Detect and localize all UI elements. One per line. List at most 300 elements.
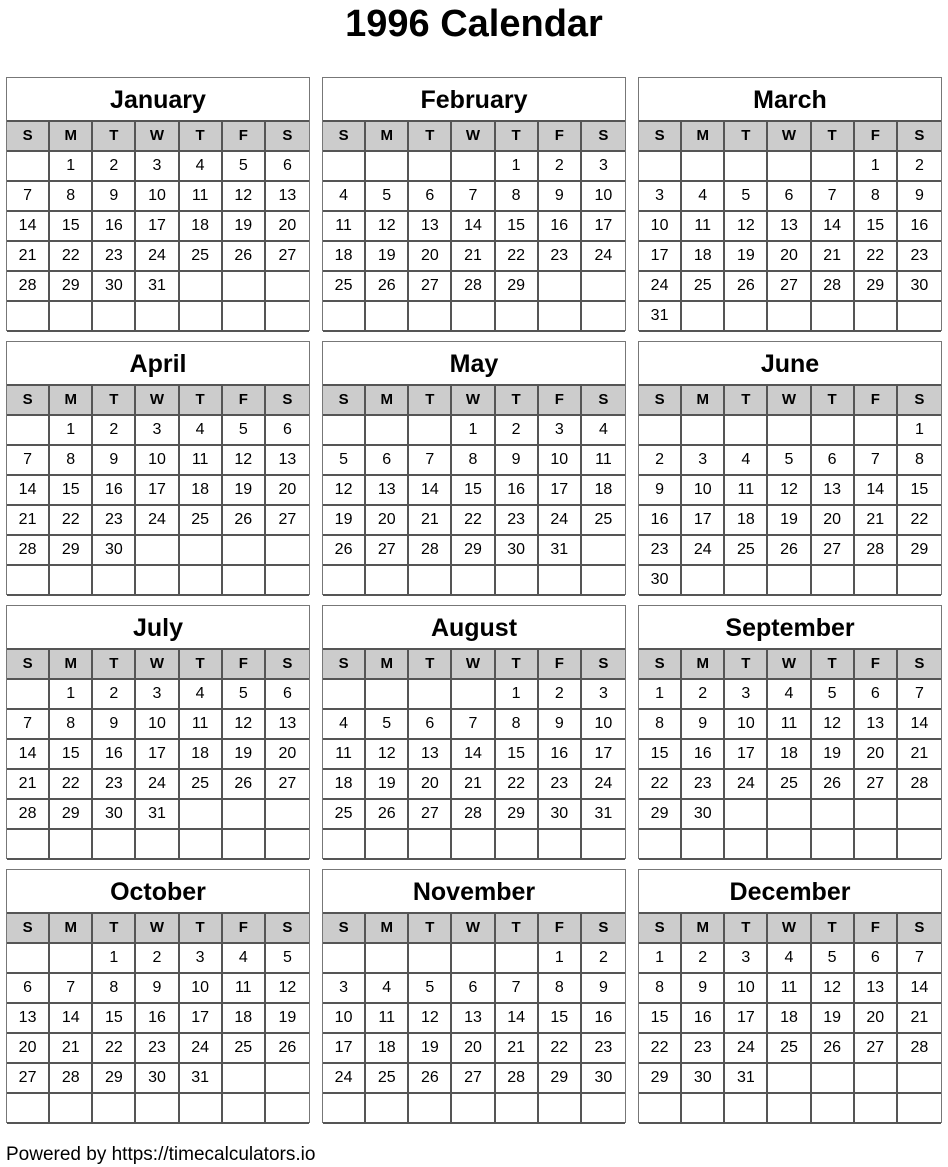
day-cell: 19 — [366, 242, 409, 272]
day-cell: 14 — [409, 476, 452, 506]
day-cell: 2 — [682, 680, 725, 710]
day-cell: 8 — [50, 710, 93, 740]
weekday-header: S — [266, 914, 309, 944]
day-cell: 3 — [136, 416, 179, 446]
weekday-header: M — [682, 914, 725, 944]
day-cell: 22 — [496, 770, 539, 800]
weekday-header: S — [639, 914, 682, 944]
day-cell: 12 — [223, 710, 266, 740]
day-cell: 28 — [7, 536, 50, 566]
day-cell: 20 — [266, 740, 309, 770]
day-cell: 22 — [898, 506, 941, 536]
day-cell: 18 — [366, 1034, 409, 1064]
empty-day-cell — [180, 302, 223, 332]
month-day-grid — [7, 384, 309, 596]
day-cell: 10 — [682, 476, 725, 506]
day-cell: 25 — [323, 800, 366, 830]
month-day-grid — [323, 912, 625, 1124]
day-cell: 7 — [50, 974, 93, 1004]
empty-day-cell — [539, 830, 582, 860]
day-cell: 1 — [50, 416, 93, 446]
day-cell: 25 — [768, 770, 811, 800]
day-cell: 3 — [180, 944, 223, 974]
day-cell: 25 — [323, 272, 366, 302]
weekday-header: M — [366, 650, 409, 680]
day-cell: 2 — [93, 152, 136, 182]
day-cell: 5 — [223, 680, 266, 710]
day-cell: 5 — [812, 944, 855, 974]
day-cell: 24 — [180, 1034, 223, 1064]
month-day-grid — [7, 648, 309, 860]
day-cell: 2 — [93, 416, 136, 446]
day-cell: 21 — [496, 1034, 539, 1064]
weekday-header: T — [180, 386, 223, 416]
weekday-header: S — [898, 122, 941, 152]
day-cell: 25 — [180, 242, 223, 272]
weekday-header: F — [855, 122, 898, 152]
day-cell: 5 — [223, 152, 266, 182]
day-cell: 5 — [366, 182, 409, 212]
day-cell: 3 — [682, 446, 725, 476]
empty-day-cell — [323, 1094, 366, 1124]
empty-day-cell — [7, 566, 50, 596]
empty-day-cell — [7, 1094, 50, 1124]
day-cell: 21 — [855, 506, 898, 536]
day-cell: 23 — [682, 1034, 725, 1064]
day-cell: 17 — [582, 212, 625, 242]
day-cell: 2 — [682, 944, 725, 974]
day-cell: 31 — [180, 1064, 223, 1094]
empty-day-cell — [812, 800, 855, 830]
weekday-header: T — [180, 650, 223, 680]
weekday-header: S — [266, 650, 309, 680]
day-cell: 21 — [812, 242, 855, 272]
empty-day-cell — [539, 302, 582, 332]
weekday-header: W — [452, 386, 495, 416]
empty-day-cell — [812, 416, 855, 446]
day-cell: 14 — [898, 710, 941, 740]
day-cell: 12 — [725, 212, 768, 242]
day-cell: 12 — [812, 710, 855, 740]
day-cell: 15 — [50, 476, 93, 506]
month-name: February — [420, 86, 528, 114]
empty-day-cell — [180, 830, 223, 860]
day-cell: 8 — [50, 446, 93, 476]
weekday-header: F — [539, 650, 582, 680]
day-cell: 28 — [7, 272, 50, 302]
day-cell: 10 — [725, 710, 768, 740]
empty-day-cell — [93, 830, 136, 860]
month-day-grid — [323, 120, 625, 332]
day-cell: 2 — [539, 152, 582, 182]
day-cell: 16 — [639, 506, 682, 536]
day-cell: 16 — [93, 212, 136, 242]
day-cell: 7 — [452, 710, 495, 740]
day-cell: 29 — [93, 1064, 136, 1094]
empty-day-cell — [898, 830, 941, 860]
empty-day-cell — [136, 302, 179, 332]
empty-day-cell — [812, 152, 855, 182]
day-cell: 29 — [50, 272, 93, 302]
day-cell: 9 — [639, 476, 682, 506]
day-cell: 8 — [496, 182, 539, 212]
empty-day-cell — [366, 566, 409, 596]
empty-day-cell — [266, 1064, 309, 1094]
day-cell: 20 — [7, 1034, 50, 1064]
empty-day-cell — [323, 302, 366, 332]
day-cell: 29 — [855, 272, 898, 302]
day-cell: 9 — [539, 182, 582, 212]
empty-day-cell — [768, 830, 811, 860]
weekday-header: M — [682, 386, 725, 416]
day-cell: 18 — [323, 242, 366, 272]
empty-day-cell — [93, 1094, 136, 1124]
day-cell: 13 — [266, 446, 309, 476]
day-cell: 14 — [7, 476, 50, 506]
day-cell: 26 — [812, 1034, 855, 1064]
day-cell: 6 — [768, 182, 811, 212]
empty-day-cell — [409, 830, 452, 860]
month-august — [322, 605, 626, 859]
empty-day-cell — [409, 1094, 452, 1124]
empty-day-cell — [223, 800, 266, 830]
empty-day-cell — [409, 680, 452, 710]
day-cell: 29 — [639, 800, 682, 830]
weekday-header: F — [223, 122, 266, 152]
day-cell: 27 — [855, 1034, 898, 1064]
day-cell: 11 — [323, 212, 366, 242]
day-cell: 22 — [639, 1034, 682, 1064]
empty-day-cell — [496, 830, 539, 860]
day-cell: 1 — [50, 680, 93, 710]
month-name: July — [132, 614, 184, 642]
day-cell: 4 — [582, 416, 625, 446]
empty-day-cell — [855, 416, 898, 446]
weekday-header: S — [7, 914, 50, 944]
empty-day-cell — [582, 1094, 625, 1124]
day-cell: 10 — [582, 182, 625, 212]
day-cell: 28 — [452, 800, 495, 830]
day-cell: 7 — [496, 974, 539, 1004]
day-cell: 4 — [323, 710, 366, 740]
month-name: October — [110, 878, 206, 906]
day-cell: 3 — [725, 680, 768, 710]
day-cell: 4 — [323, 182, 366, 212]
empty-day-cell — [7, 944, 50, 974]
day-cell: 24 — [136, 242, 179, 272]
day-cell: 7 — [7, 182, 50, 212]
weekday-header: S — [266, 122, 309, 152]
weekday-header: W — [768, 122, 811, 152]
weekday-header: W — [452, 914, 495, 944]
weekday-header: W — [136, 650, 179, 680]
day-cell: 26 — [366, 272, 409, 302]
day-cell: 30 — [539, 800, 582, 830]
day-cell: 5 — [812, 680, 855, 710]
day-cell: 27 — [812, 536, 855, 566]
day-cell: 24 — [682, 536, 725, 566]
day-cell: 4 — [180, 152, 223, 182]
empty-day-cell — [768, 1064, 811, 1094]
month-june — [638, 341, 942, 595]
day-cell: 11 — [366, 1004, 409, 1034]
day-cell: 1 — [93, 944, 136, 974]
day-cell: 3 — [136, 680, 179, 710]
day-cell: 19 — [812, 740, 855, 770]
day-cell: 11 — [223, 974, 266, 1004]
empty-day-cell — [855, 302, 898, 332]
weekday-header: T — [409, 122, 452, 152]
day-cell: 18 — [323, 770, 366, 800]
day-cell: 23 — [582, 1034, 625, 1064]
day-cell: 16 — [682, 740, 725, 770]
day-cell: 17 — [582, 740, 625, 770]
day-cell: 17 — [725, 740, 768, 770]
day-cell: 5 — [223, 416, 266, 446]
day-cell: 5 — [366, 710, 409, 740]
weekday-header: F — [855, 386, 898, 416]
day-cell: 10 — [323, 1004, 366, 1034]
day-cell: 26 — [768, 536, 811, 566]
day-cell: 11 — [180, 710, 223, 740]
day-cell: 24 — [582, 770, 625, 800]
day-cell: 1 — [639, 944, 682, 974]
empty-day-cell — [50, 566, 93, 596]
weekday-header: M — [366, 914, 409, 944]
day-cell: 30 — [93, 800, 136, 830]
day-cell: 25 — [682, 272, 725, 302]
day-cell: 15 — [50, 740, 93, 770]
day-cell: 13 — [266, 710, 309, 740]
empty-day-cell — [682, 416, 725, 446]
day-cell: 10 — [136, 710, 179, 740]
day-cell: 25 — [223, 1034, 266, 1064]
empty-day-cell — [50, 1094, 93, 1124]
empty-day-cell — [898, 800, 941, 830]
day-cell: 5 — [768, 446, 811, 476]
day-cell: 18 — [582, 476, 625, 506]
day-cell: 7 — [898, 944, 941, 974]
day-cell: 30 — [136, 1064, 179, 1094]
day-cell: 4 — [180, 416, 223, 446]
empty-day-cell — [682, 566, 725, 596]
day-cell: 9 — [682, 974, 725, 1004]
weekday-header: W — [452, 650, 495, 680]
day-cell: 26 — [812, 770, 855, 800]
day-cell: 28 — [812, 272, 855, 302]
day-cell: 16 — [682, 1004, 725, 1034]
month-march — [638, 77, 942, 331]
day-cell: 8 — [93, 974, 136, 1004]
weekday-header: F — [855, 914, 898, 944]
day-cell: 25 — [366, 1064, 409, 1094]
day-cell: 16 — [93, 476, 136, 506]
day-cell: 20 — [855, 1004, 898, 1034]
empty-day-cell — [812, 1094, 855, 1124]
day-cell: 2 — [582, 944, 625, 974]
day-cell: 13 — [366, 476, 409, 506]
day-cell: 28 — [898, 770, 941, 800]
day-cell: 31 — [136, 800, 179, 830]
weekday-header: S — [7, 122, 50, 152]
empty-day-cell — [366, 830, 409, 860]
day-cell: 31 — [582, 800, 625, 830]
weekday-header: T — [93, 122, 136, 152]
day-cell: 1 — [855, 152, 898, 182]
day-cell: 1 — [639, 680, 682, 710]
day-cell: 13 — [409, 212, 452, 242]
empty-day-cell — [898, 1064, 941, 1094]
empty-day-cell — [366, 302, 409, 332]
weekday-header: S — [639, 386, 682, 416]
day-cell: 24 — [725, 770, 768, 800]
day-cell: 14 — [496, 1004, 539, 1034]
day-cell: 9 — [136, 974, 179, 1004]
empty-day-cell — [7, 416, 50, 446]
day-cell: 6 — [266, 680, 309, 710]
month-day-grid — [639, 120, 941, 332]
weekday-header: T — [725, 122, 768, 152]
empty-day-cell — [409, 302, 452, 332]
empty-day-cell — [266, 272, 309, 302]
empty-day-cell — [452, 680, 495, 710]
day-cell: 6 — [366, 446, 409, 476]
month-day-grid — [639, 912, 941, 1124]
day-cell: 16 — [136, 1004, 179, 1034]
weekday-header: M — [366, 386, 409, 416]
empty-day-cell — [7, 680, 50, 710]
day-cell: 19 — [223, 212, 266, 242]
day-cell: 26 — [223, 770, 266, 800]
day-cell: 9 — [539, 710, 582, 740]
day-cell: 8 — [452, 446, 495, 476]
day-cell: 21 — [452, 242, 495, 272]
weekday-header: S — [7, 386, 50, 416]
empty-day-cell — [452, 1094, 495, 1124]
day-cell: 18 — [223, 1004, 266, 1034]
day-cell: 8 — [539, 974, 582, 1004]
empty-day-cell — [50, 944, 93, 974]
empty-day-cell — [266, 1094, 309, 1124]
weekday-header: T — [409, 914, 452, 944]
day-cell: 3 — [639, 182, 682, 212]
empty-day-cell — [496, 302, 539, 332]
day-cell: 6 — [409, 182, 452, 212]
day-cell: 23 — [93, 242, 136, 272]
day-cell: 7 — [812, 182, 855, 212]
day-cell: 29 — [539, 1064, 582, 1094]
empty-day-cell — [266, 302, 309, 332]
day-cell: 11 — [323, 740, 366, 770]
day-cell: 14 — [7, 740, 50, 770]
empty-day-cell — [452, 152, 495, 182]
day-cell: 7 — [7, 710, 50, 740]
month-name: November — [412, 878, 536, 906]
weekday-header: M — [50, 122, 93, 152]
month-day-grid — [323, 384, 625, 596]
day-cell: 13 — [266, 182, 309, 212]
day-cell: 29 — [50, 536, 93, 566]
day-cell: 29 — [898, 536, 941, 566]
empty-day-cell — [812, 1064, 855, 1094]
day-cell: 25 — [582, 506, 625, 536]
empty-day-cell — [452, 566, 495, 596]
day-cell: 30 — [639, 566, 682, 596]
empty-day-cell — [136, 830, 179, 860]
day-cell: 20 — [855, 740, 898, 770]
day-cell: 22 — [855, 242, 898, 272]
day-cell: 18 — [768, 740, 811, 770]
day-cell: 22 — [50, 242, 93, 272]
day-cell: 28 — [855, 536, 898, 566]
day-cell: 15 — [496, 740, 539, 770]
day-cell: 15 — [639, 740, 682, 770]
day-cell: 21 — [7, 242, 50, 272]
day-cell: 24 — [136, 506, 179, 536]
weekday-header: M — [50, 650, 93, 680]
empty-day-cell — [452, 830, 495, 860]
empty-day-cell — [323, 830, 366, 860]
day-cell: 23 — [639, 536, 682, 566]
day-cell: 9 — [582, 974, 625, 1004]
empty-day-cell — [768, 152, 811, 182]
empty-day-cell — [682, 1094, 725, 1124]
day-cell: 11 — [180, 182, 223, 212]
day-cell: 19 — [223, 476, 266, 506]
day-cell: 12 — [768, 476, 811, 506]
weekday-header: S — [898, 386, 941, 416]
empty-day-cell — [136, 536, 179, 566]
empty-day-cell — [725, 800, 768, 830]
day-cell: 16 — [898, 212, 941, 242]
weekday-header: M — [50, 914, 93, 944]
day-cell: 19 — [725, 242, 768, 272]
day-cell: 6 — [812, 446, 855, 476]
day-cell: 28 — [898, 1034, 941, 1064]
day-cell: 6 — [266, 416, 309, 446]
empty-day-cell — [639, 152, 682, 182]
day-cell: 10 — [136, 182, 179, 212]
day-cell: 25 — [768, 1034, 811, 1064]
day-cell: 24 — [582, 242, 625, 272]
day-cell: 17 — [136, 476, 179, 506]
weekday-header: S — [323, 122, 366, 152]
day-cell: 17 — [180, 1004, 223, 1034]
day-cell: 4 — [366, 974, 409, 1004]
day-cell: 24 — [323, 1064, 366, 1094]
day-cell: 1 — [898, 416, 941, 446]
month-name: August — [430, 614, 518, 642]
day-cell: 9 — [496, 446, 539, 476]
page-title: 1996 Calendar — [345, 3, 603, 45]
empty-day-cell — [266, 830, 309, 860]
month-day-grid — [639, 648, 941, 860]
day-cell: 23 — [539, 242, 582, 272]
day-cell: 11 — [582, 446, 625, 476]
day-cell: 26 — [223, 242, 266, 272]
day-cell: 31 — [539, 536, 582, 566]
day-cell: 17 — [136, 212, 179, 242]
empty-day-cell — [180, 536, 223, 566]
day-cell: 28 — [496, 1064, 539, 1094]
empty-day-cell — [639, 830, 682, 860]
day-cell: 21 — [7, 506, 50, 536]
day-cell: 31 — [639, 302, 682, 332]
weekday-header: M — [682, 122, 725, 152]
weekday-header: S — [266, 386, 309, 416]
empty-day-cell — [768, 1094, 811, 1124]
empty-day-cell — [323, 680, 366, 710]
